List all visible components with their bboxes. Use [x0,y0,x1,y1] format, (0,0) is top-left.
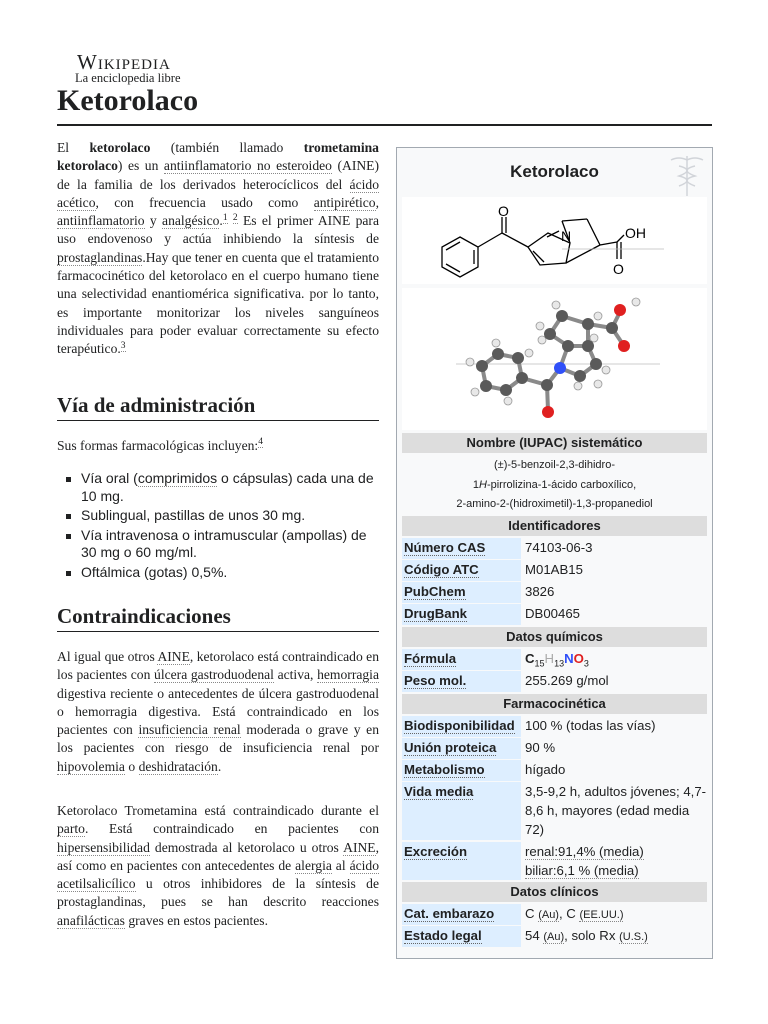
link-deshidratacion[interactable]: deshidratación [138,758,218,774]
section-heading-administracion: Vía de administración [57,393,256,417]
infobox-row-atc: Código ATC M01AB15 [402,560,707,581]
contra-paragraph-2: Ketorolaco Trometamina está contraindicado durante el parto. Está contraindicado en pacientes con hipersensibilidad demostrada al ketorolaco u otros AINE, así como en pacientes con antecedentes de alergia al ácido acetilsalicílico u otros inhibidores de la síntesis de prostaglandinas, pues se han descrito reacciones anafilácticas graves en estos pacientes. [57,803,380,928]
atom-label: OH [625,225,646,241]
list-item: Vía intravenosa o intramuscular (ampollas) de 30 mg o 60 mg/ml. [81,527,379,562]
structure-2d-image[interactable] [402,197,707,284]
label-legal-link[interactable]: Estado legal [404,928,482,943]
wikipedia-wordmark[interactable]: Wikipedia [77,50,171,74]
wikipedia-tagline: La enciclopedia libre [75,71,181,85]
infobox-row-metabolismo: Metabolismo hígado [402,760,707,781]
iupac-name: (±)-5-benzoil-2,3-dihidro- 1H-pirrolizina-1-ácido carboxílico, 2-amino-2-(hidroximetil)-1,3-propanediol [456,459,653,510]
infobox-row-pubchem: PubChem 3826 [402,582,707,603]
atom-label: O [613,261,624,277]
label-drugbank-link[interactable]: DrugBank [404,606,468,621]
label-peso-link[interactable]: Peso mol. [404,673,467,688]
ball-and-stick-model [402,288,707,430]
infobox-row-peso: Peso mol. 255.269 g/mol [402,671,707,692]
excrecion-renal[interactable]: renal:91,4% (media) [525,844,644,859]
atom-label: N [561,228,572,244]
label-pubchem-link[interactable]: PubChem [404,584,466,599]
admin-intro: Sus formas farmacológicas incluyen:$^4$ [57,437,263,453]
reference-3[interactable]: 3 [120,340,126,351]
link-prostaglandinas[interactable]: prostaglandinas [57,249,143,265]
label-met-link[interactable]: Metabolismo [404,762,485,777]
link-hipovolemia[interactable]: hipovolemia [57,758,125,774]
section-divider [57,631,379,632]
link-hipersensibilidad[interactable]: hipersensibilidad [57,839,150,855]
label-preg-link[interactable]: Cat. embarazo [404,906,495,921]
skeletal-formula [402,197,707,284]
nitrogen-atom [554,362,566,374]
link-analgesico[interactable]: analgésico [162,213,220,229]
drug-infobox [396,147,713,959]
link-acido-acetilsalicilico[interactable]: ácido acetilsalicílico [57,857,380,892]
reference-1[interactable]: 1 [222,212,228,223]
link-insuficiencia-renal[interactable]: insuficiencia renal [138,722,241,738]
link-antiinflamatorio-no-esteroideo[interactable]: antiinflamatorio no esteroideo [163,158,332,174]
link-parto[interactable]: parto [57,821,85,837]
link-hemorragia[interactable]: hemorragia [317,667,379,683]
title-divider [57,124,712,126]
infobox-row-cas: Número CAS 74103-06-3 [402,538,707,559]
administration-list [81,470,379,583]
section-divider [57,420,379,421]
reference-4[interactable]: 4 [258,437,263,448]
link-us[interactable]: (U.S.) [619,931,648,943]
infobox-row-drugbank: DrugBank DB00465 [402,604,707,625]
link-ulcera-gastroduodenal[interactable]: úlcera gastroduodenal [154,667,274,683]
label-prot-link[interactable]: Unión proteica [404,740,497,755]
intro-paragraph: El ketorolaco (también llamado trometamina ketorolaco) es un antiinflamatorio no esteroideo (AINE) de la familia de los derivados heterocíclicos del ácido acético, con frecuencia usado como antipirético, antiinflamatorio y analgésico.$^1$ $^2$ Es el primer AINE para uso endovenoso y actúa inhibiendo la síntesis de prostaglandinas.Hay que tener en cuenta que el tratamiento farmacocinético del ketorolaco en el cuerpo humano tiene una selectividad enantiomérica significativa. por lo tanto, es importante monitorizar los niveles sanguíneos individuales para poder evaluar correctamente su efecto terapéutico.$^3$ [57,140,379,357]
section-header-datos-clinicos: Datos clínicos [402,882,707,902]
infobox-row-vida-media: Vida media 3,5-9,2 h, adultos jóvenes; 4,7-8,6 h, mayores (edad media 72) [402,782,707,840]
infobox-row-estado-legal: Estado legal 54 (Au), solo Rx (U.S.) [402,926,707,947]
bold-term: ketorolaco [89,140,151,155]
section-heading-contraindicaciones: Contraindicaciones [57,604,231,628]
page-title: Ketorolaco [57,84,199,117]
link-antipiretico[interactable]: antipirético [313,194,376,210]
label-half-link[interactable]: Vida media [404,784,474,799]
contra-paragraph-1: Al igual que otros AINE, ketorolaco está contraindicado en los pacientes con úlcera gastroduodenal activa, hemorragia digestiva reciente o antecedentes de úlcera gastroduodenal o hemorragia digestiva. Está contraindicado en los pacientes con insuficiencia renal moderada o grave y en los pacientes con riesgo de insuficiencia renal por hipovolemia o deshidratación. [57,649,380,774]
structure-3d-image[interactable] [402,288,707,430]
excrecion-biliar[interactable]: biliar:6,1 % (media) [525,863,639,878]
link-eeuu[interactable]: (EE.UU.) [579,909,624,921]
infobox-row-excrecion [402,842,707,880]
label-cas-link[interactable]: Número CAS [404,540,486,555]
infobox-row-union-proteica: Unión proteica 90 % [402,738,707,759]
list-item: Vía oral (comprimidos o cápsulas) cada una de 10 mg. [81,470,379,505]
link-aine[interactable]: AINE [157,649,190,664]
link-aine[interactable]: AINE [343,839,376,855]
section-header-datos-quimicos: Datos químicos [402,627,707,647]
link-alergia[interactable]: alergia [295,857,332,873]
formula-value: $C_{15}H_{13}NO_3$ [525,651,589,669]
link-au[interactable]: (Au) [538,909,559,921]
infobox-row-formula [402,649,707,670]
infobox-row-embarazo: Cat. embarazo C (Au), C (EE.UU.) [402,904,707,925]
list-item: Sublingual, pastillas de unos 30 mg. [81,507,379,525]
label-formula-link[interactable]: Fórmula [404,651,457,666]
section-header-farmacocinetica: Farmacocinética [402,694,707,714]
label-bio-link[interactable]: Biodisponibilidad [404,718,515,733]
section-header-identificadores: Identificadores [402,516,707,536]
link-anafilacticas[interactable]: anafilácticas [57,912,125,928]
link-comprimidos[interactable]: comprimidos [137,470,218,486]
section-header-iupac: Nombre (IUPAC) sistemático [402,433,707,453]
label-atc-link[interactable]: Código ATC [404,562,479,577]
link-antiinflamatorio[interactable]: antiinflamatorio [57,213,145,229]
bold-term: trometamina ketorolaco [57,140,379,174]
link-au[interactable]: (Au) [543,931,565,943]
list-item: Oftálmica (gotas) 0,5%. [81,564,379,582]
link-acido-acetico[interactable]: ácido acético [57,176,379,210]
atom-label: O [498,203,509,219]
infobox-title: Ketorolaco [510,162,599,181]
reference-2[interactable]: 2 [232,212,238,223]
label-exc-link[interactable]: Excreción [404,844,468,859]
infobox-row-biodisponibilidad: Biodisponibilidad 100 % (todas las vías) [402,716,707,737]
